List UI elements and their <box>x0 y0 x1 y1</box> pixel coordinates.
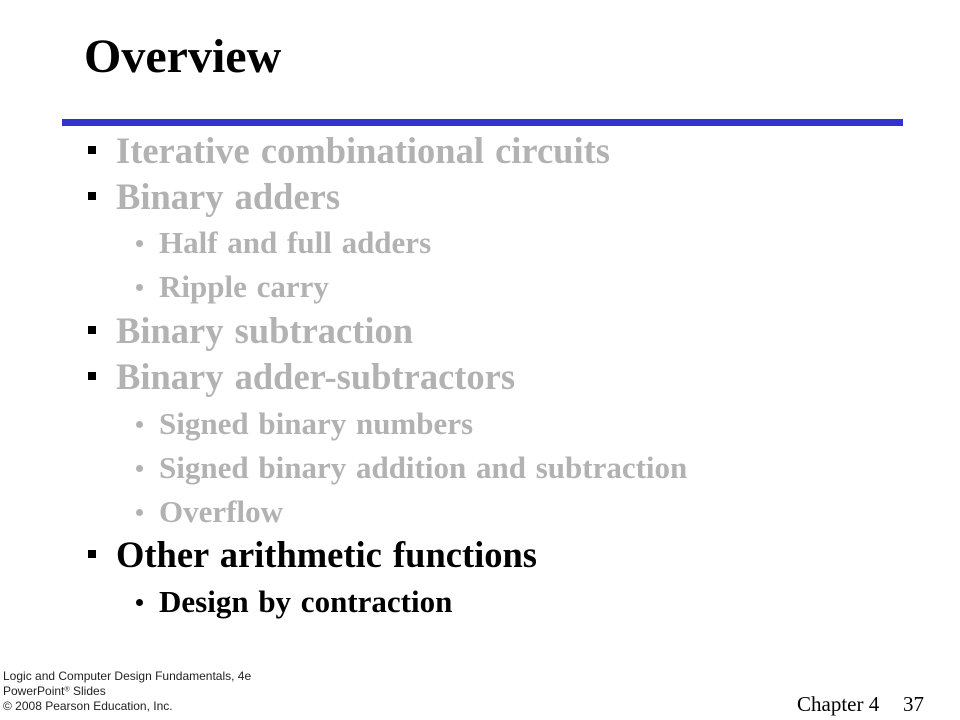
outline-subitem-label: Signed binary numbers <box>159 406 474 441</box>
square-bullet-icon <box>88 326 96 334</box>
outline-item-label: Iterative combinational circuits <box>116 130 610 171</box>
outline-subitem <box>0 448 960 488</box>
page-number: 37 <box>903 692 924 716</box>
outline-subitem-label: Half and full adders <box>159 225 432 260</box>
round-bullet-icon <box>136 240 143 247</box>
outline-subitem <box>0 404 960 444</box>
slide-title: Overview <box>84 30 282 83</box>
round-bullet-icon <box>136 421 143 428</box>
book-title: Logic and Computer Design Fundamentals, 4e <box>3 669 252 683</box>
outline-subitem <box>0 223 960 263</box>
outline-item-label: Other arithmetic functions <box>116 534 537 575</box>
outline-subitem-label: Ripple carry <box>159 269 329 304</box>
round-bullet-icon <box>136 599 143 606</box>
outline-item <box>0 311 960 351</box>
outline-item <box>0 535 960 575</box>
round-bullet-icon <box>136 465 143 472</box>
square-bullet-icon <box>88 192 96 200</box>
slides-label: PowerPoint® Slides <box>3 684 106 698</box>
outline-subitem <box>0 582 960 622</box>
square-bullet-icon <box>88 146 96 154</box>
round-bullet-icon <box>136 509 143 516</box>
outline-subitem <box>0 492 960 532</box>
publisher-logo-text <box>3 669 303 714</box>
outline-subitem-label: Signed binary addition and subtraction <box>159 450 688 485</box>
outline-subitem-label: Design by contraction <box>159 584 453 619</box>
outline-subitem-label: Overflow <box>159 494 283 529</box>
outline-subitem <box>0 267 960 307</box>
outline-item-label: Binary adder-subtractors <box>116 356 516 397</box>
square-bullet-icon <box>88 372 96 380</box>
outline-item-label: Binary adders <box>116 176 341 217</box>
outline-item-label: Binary subtraction <box>116 310 414 351</box>
chapter-label: Chapter 4 <box>797 692 880 716</box>
outline-item <box>0 131 960 171</box>
square-bullet-icon <box>88 550 96 558</box>
outline-item <box>0 357 960 397</box>
round-bullet-icon <box>136 284 143 291</box>
outline-item <box>0 177 960 217</box>
copyright-notice: © 2008 Pearson Education, Inc. <box>3 699 173 713</box>
